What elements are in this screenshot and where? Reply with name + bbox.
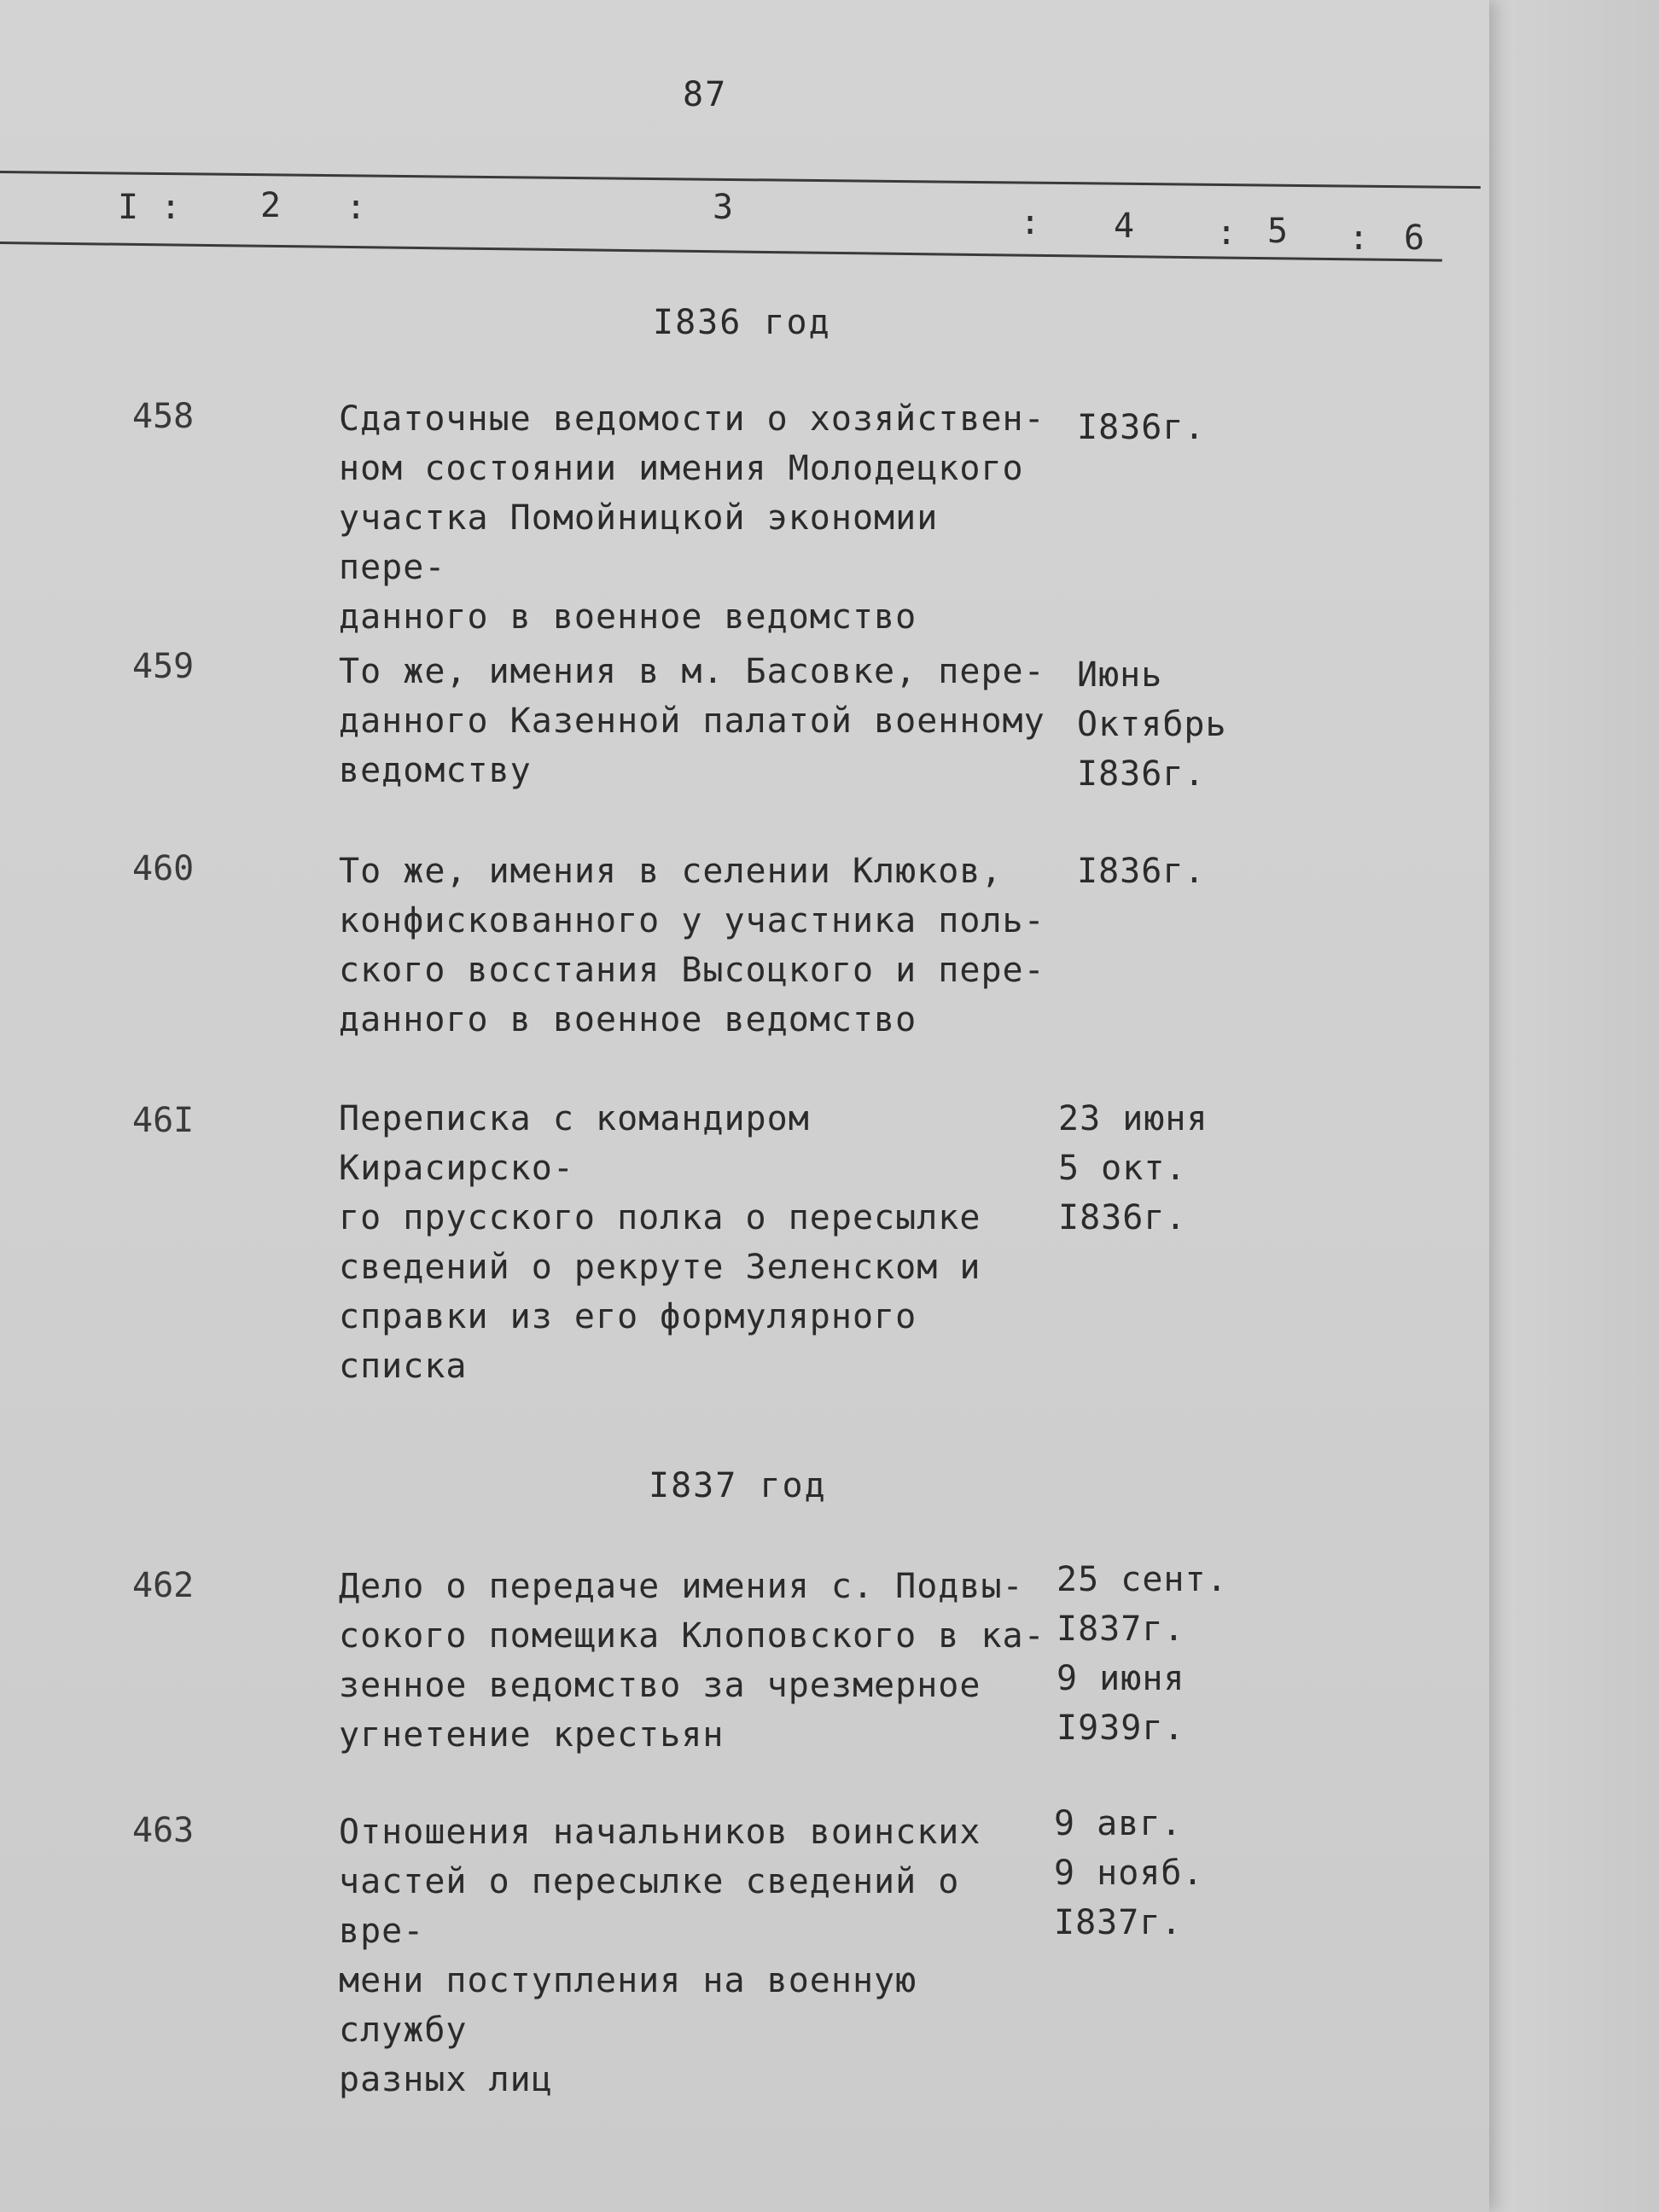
entry-date: 23 июня 5 окт. I836г.	[1058, 1099, 1208, 1237]
column-header-4: 4	[1114, 207, 1135, 246]
entry-date: Июнь Октябрь I836г.	[1077, 655, 1227, 794]
entry-date: I836г.	[1077, 852, 1206, 891]
entry-description: То же, имения в м. Басовке, пере- данного Казенной палатой военному ведомству	[339, 652, 1045, 790]
entry-date: I836г.	[1077, 408, 1206, 447]
year-heading: I836 год	[653, 303, 831, 342]
entry-description: Переписка с командиром Кирасирско- го прусского полка о пересылке сведений о рекруте Зеленском и справки из его формулярного списка	[339, 1099, 981, 1386]
entry-description: То же, имения в селении Клюков, конфискованного у участника поль- ского восстания Высоцкого и пере- данного в военное ведомство	[339, 852, 1045, 1039]
column-separator: :	[1348, 218, 1370, 258]
entry-number: 462	[132, 1566, 195, 1605]
column-separator: :	[346, 188, 367, 227]
column-separator: :	[160, 188, 182, 227]
entry-number: 458	[132, 397, 195, 436]
entry-number: 459	[132, 647, 195, 686]
page-number: 87	[683, 75, 728, 114]
column-header-2: 2	[260, 186, 282, 225]
column-separator: :	[1216, 213, 1237, 253]
entry-description: Дело о передаче имения с. Подвы- сокого помещика Клоповского в ка- зенное ведомство за чрезмерное угнетение крестьян	[339, 1567, 1045, 1755]
header-rule-top	[0, 171, 1481, 189]
entry-description: Отношения начальников воинских частей о пересылке сведений о вре- мени поступления на военную службу разных лиц	[339, 1813, 981, 2099]
entry-number: 463	[132, 1811, 195, 1850]
column-header-3: 3	[713, 188, 734, 227]
entry-number: 460	[132, 849, 195, 888]
column-header-1: I	[118, 188, 139, 227]
entry-description: Сдаточные ведомости о хозяйствен- ном состоянии имения Молодецкого участка Помойницкой экономии пере- данного в военное ведомство	[339, 399, 1045, 637]
column-header-6: 6	[1404, 218, 1425, 258]
entry-date: 25 сент. I837г. 9 июня I939г.	[1057, 1560, 1228, 1748]
entry-date: 9 авг. 9 нояб. I837г.	[1054, 1804, 1204, 1942]
entry-number: 46I	[132, 1101, 195, 1140]
year-heading: I837 год	[649, 1466, 827, 1505]
column-separator: :	[1020, 203, 1041, 242]
column-header-5: 5	[1267, 212, 1289, 251]
